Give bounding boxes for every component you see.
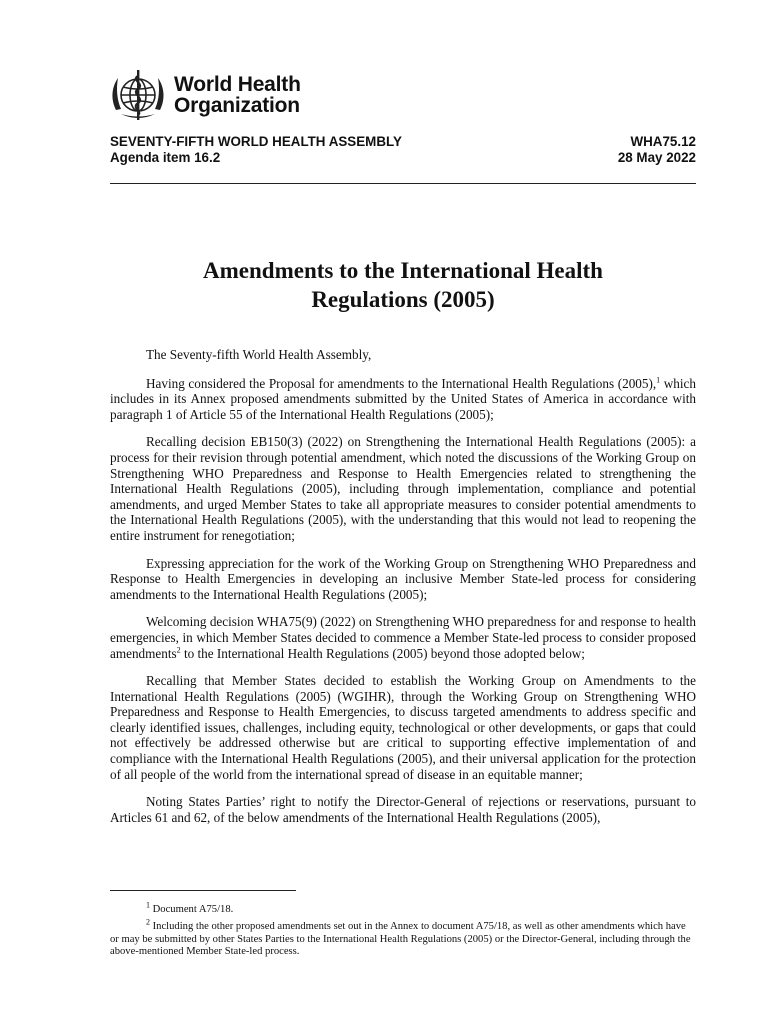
paragraph-5: Recalling that Member States decided to establish the Working Group on Amendments to the International Health Regulations (2005) (WGIHR), through the Working Group on Strengthening WHO Preparedness and Response to Health Emergencies, to discuss targeted amendments to address specific and clearly identified issues, challenges, including equity, technological or other developments, or gaps that could not effectively be addressed otherwise but are critical to supporting effective implementation of and compliance with the International Health Regulations (2005), and their universal application for the protection of all people of the world from the international spread of disease in an equitable manner; xyxy=(110,673,696,782)
organization-name xyxy=(174,74,301,116)
who-emblem-icon xyxy=(107,66,169,124)
title-line2: Regulations (2005) xyxy=(311,287,495,312)
paragraph-1-text-a: Having considered the Proposal for amendments to the International Health Regulations (2005), xyxy=(146,375,657,391)
title-line1: Amendments to the International Health xyxy=(203,258,603,283)
footnote-1 xyxy=(110,900,696,916)
footnote-ref-2: 2 xyxy=(176,645,181,655)
footnote-1-text: Document A75/18. xyxy=(150,904,234,915)
organization-name-line2: Organization xyxy=(174,94,300,117)
agenda-item: Agenda item 16.2 xyxy=(110,150,221,165)
paragraph-4 xyxy=(110,614,696,661)
header-row-1 xyxy=(110,134,696,150)
header-row-2 xyxy=(110,150,696,166)
paragraph-1 xyxy=(110,376,696,423)
resolution-body xyxy=(110,347,696,837)
organization-name-line1: World Health xyxy=(174,73,301,96)
resolution-date: 28 May 2022 xyxy=(617,150,696,165)
document-title xyxy=(110,256,696,314)
paragraph-4-text-b: to the International Health Regulations (2005) beyond those adopted below; xyxy=(180,645,585,661)
paragraph-2: Recalling decision EB150(3) (2022) on Strengthening the International Health Regulations (2005): a process for their revision through potential amendment, which noted the discussions of the Working Group on Strengthening WHO Preparedness and Response to Health Emergencies related to strengthening the International Health Regulations (2005), including through implementation, compliance and potential amendments, and urged Member States to take all appropriate measures to consider potential amendments to the International Health Regulations (2005), with the understanding that this would not lead to reopening the entire instrument for renegotiation; xyxy=(110,434,696,543)
paragraph-6: Noting States Parties’ right to notify the Director-General of rejections or reservations, pursuant to Articles 61 and 62, of the below amendments of the International Health Regulations (2005), xyxy=(110,794,696,825)
footnote-2-number: 2 xyxy=(146,917,150,927)
paragraph-3: Expressing appreciation for the work of the Working Group on Strengthening WHO Preparedness and Response to Health Emergencies in developing an inclusive Member State-led process for considering amendments to the International Health Regulations (2005); xyxy=(110,555,696,602)
who-logo xyxy=(107,66,301,124)
paragraph-4-text-a: Welcoming decision WHA75(9) (2022) on Strengthening WHO preparedness for and response to health emergencies, in which Member States decided to commence a Member State-led process to consider proposed amendments xyxy=(110,614,696,661)
header-divider xyxy=(110,183,696,184)
opening-line: The Seventy-fifth World Health Assembly, xyxy=(146,347,372,362)
footnote-divider xyxy=(110,890,296,891)
footnote-2 xyxy=(110,917,696,958)
footnotes xyxy=(110,900,696,964)
footnote-1-number: 1 xyxy=(146,900,150,910)
assembly-name: SEVENTY-FIFTH WORLD HEALTH ASSEMBLY xyxy=(110,134,402,149)
footnote-ref-1: 1 xyxy=(656,375,661,385)
footnote-2-text: Including the other proposed amendments set out in the Annex to document A75/18, as well as other amendments which have or may be submitted by other States Parties to the International Health Regulations (2005) or the Director-General, including through the above-mentioned Member State-led process. xyxy=(110,921,691,958)
paragraph-1-text-b: which includes in its Annex proposed amendments submitted by the United States of America in accordance with paragraph 1 of Article 55 of the International Health Regulations (2005); xyxy=(110,375,696,422)
resolution-number: WHA75.12 xyxy=(630,134,696,149)
